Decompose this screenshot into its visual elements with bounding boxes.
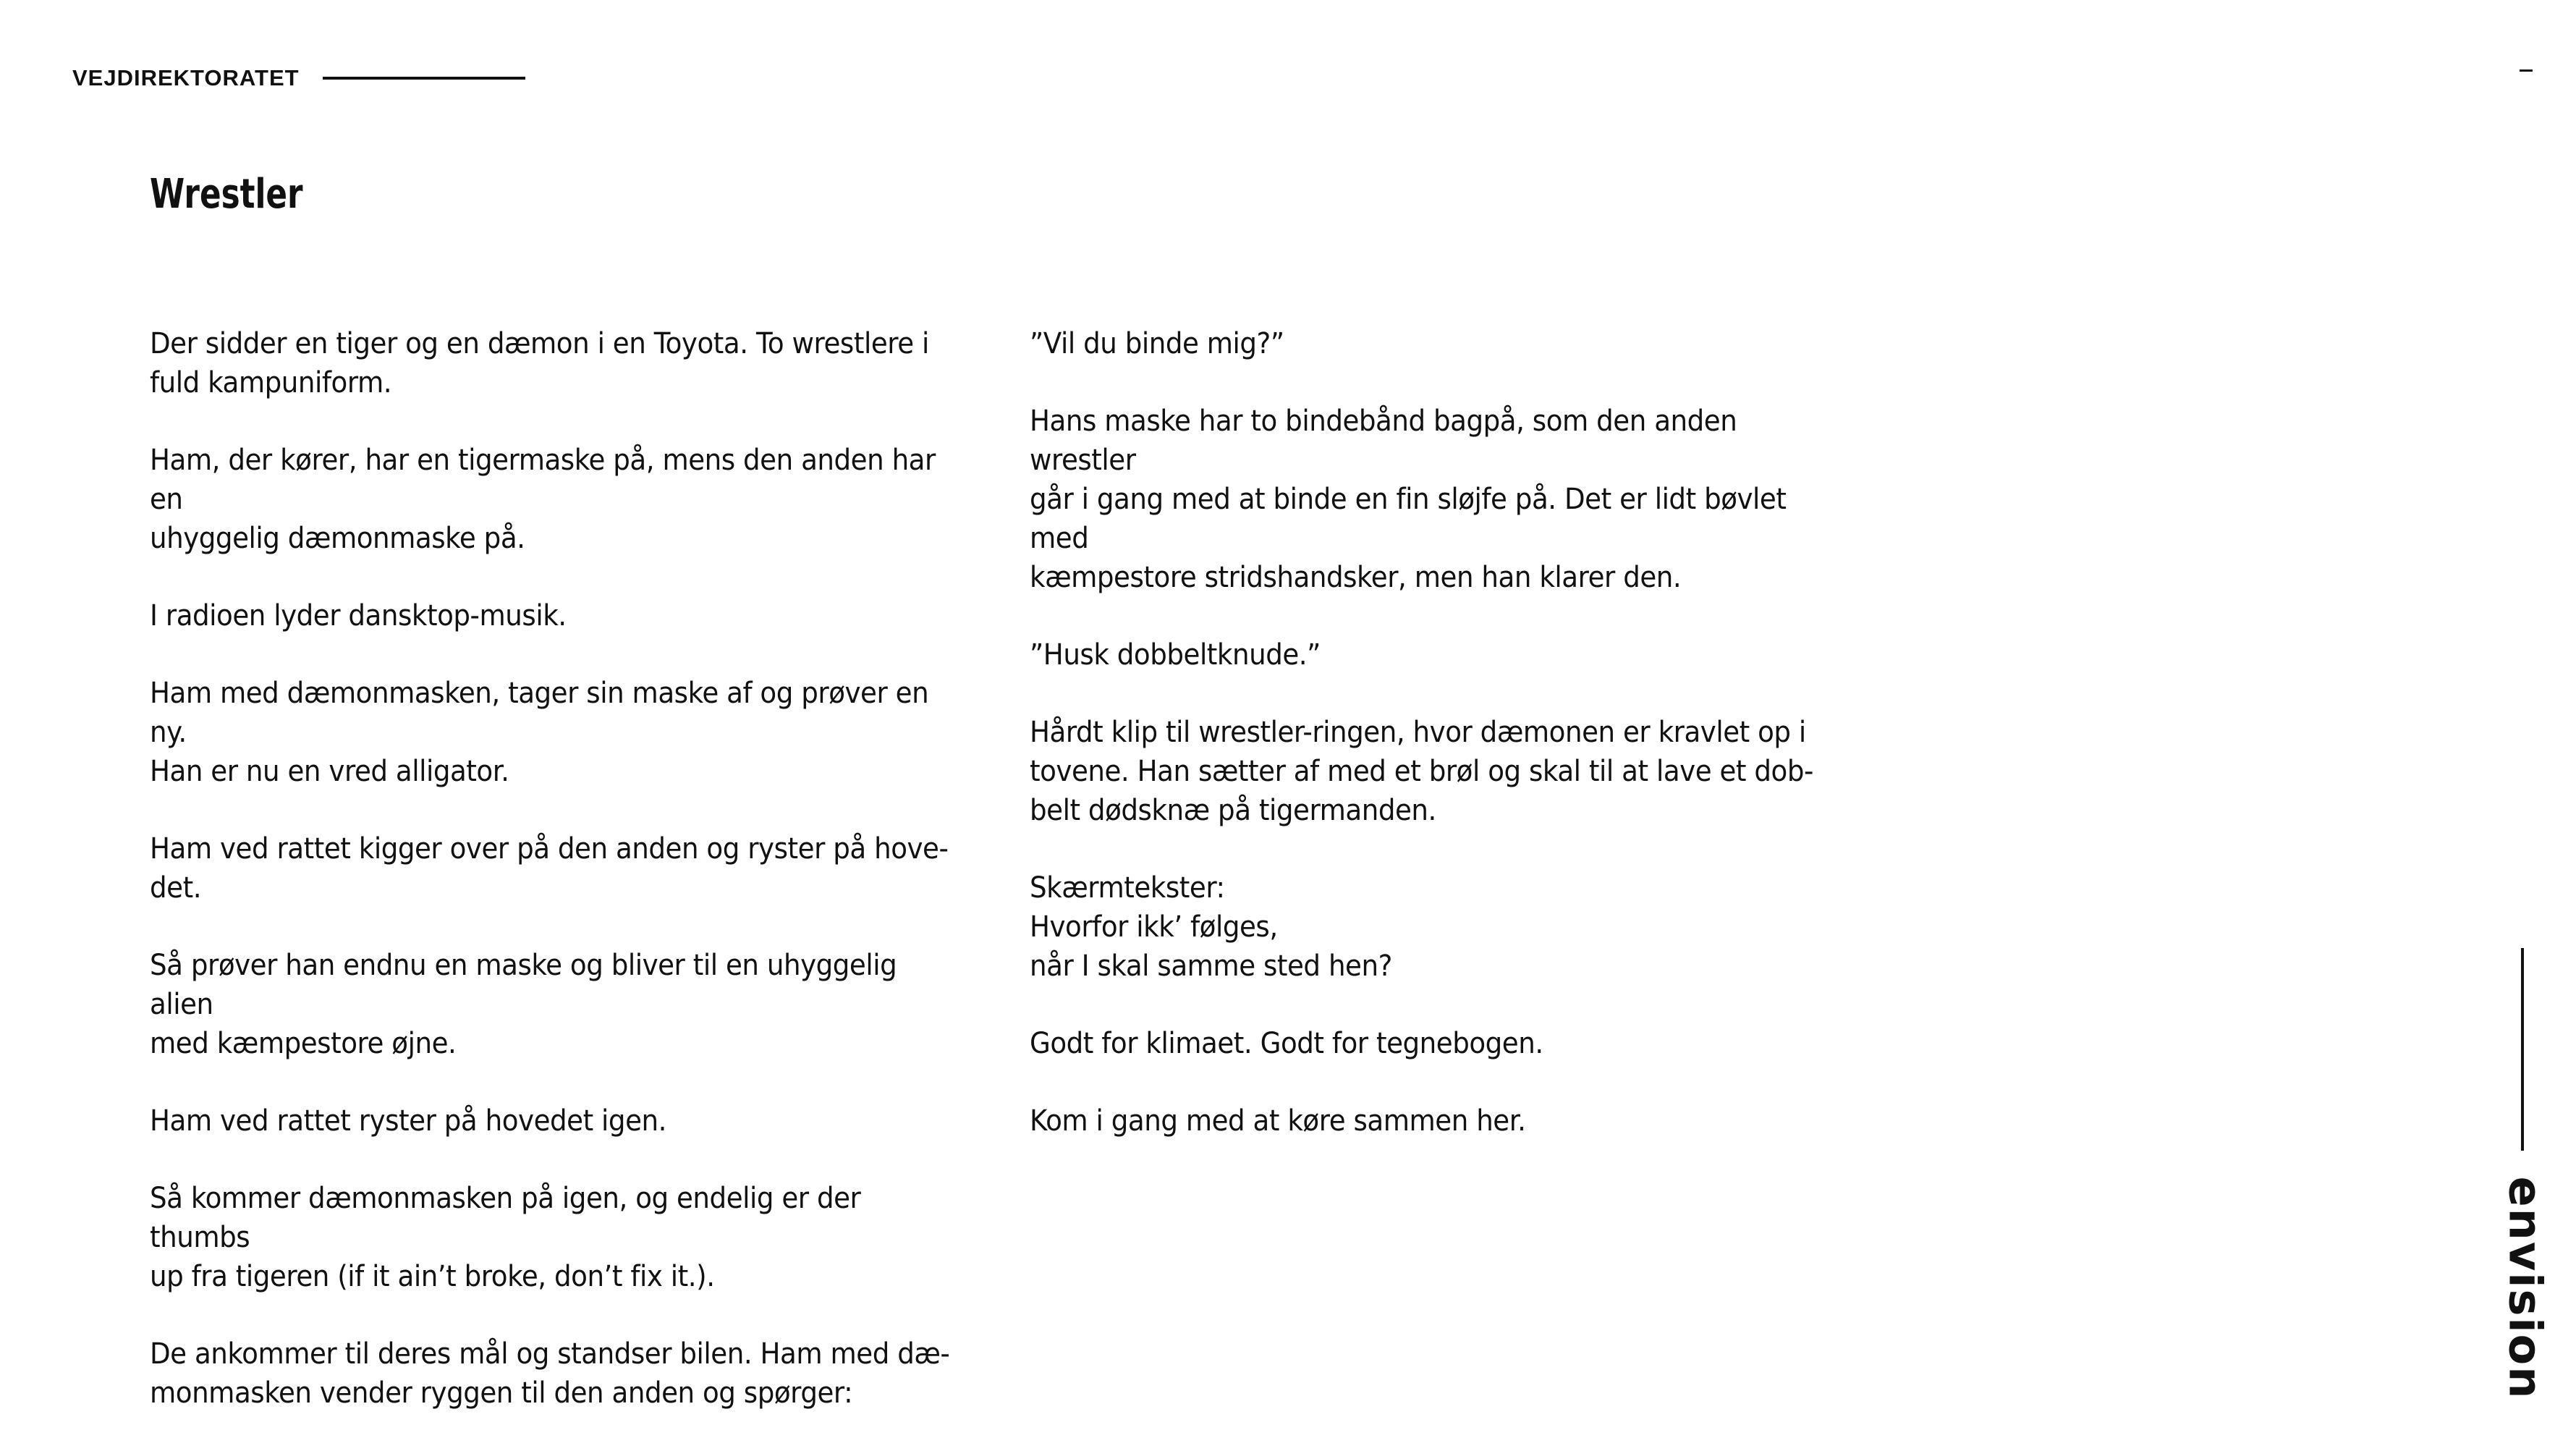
page-title: Wrestler [150,171,303,218]
script-paragraph: Kom i gang med at køre sammen her. [1030,1104,1526,1138]
header-rule [323,77,525,80]
script-paragraph: Skærmtekster: Hvorfor ikk’ følges, når I skal samme sted hen? [1030,871,1392,983]
script-paragraph: Hans maske har to bindebånd bagpå, som den anden wrestler går i gang med at binde en fin sløjfe på. Det er lidt bøvlet med kæmpestore stridshandsker, men han klarer den. [1030,405,1787,594]
brand-name: VEJDIREKTORATET [72,65,300,90]
envision-logo: envision [2499,1176,2552,1400]
script-paragraph: Ham, der kører, har en tigermaske på, mens den anden har en uhyggelig dæmonmaske på. [150,444,936,555]
script-paragraph: Ham ved rattet ryster på hovedet igen. [150,1104,666,1138]
script-paragraph: Ham ved rattet kigger over på den anden og ryster på hove- det. [150,832,949,905]
script-paragraph: I radioen lyder dansktop-musik. [150,599,567,633]
script-paragraph: Ham med dæmonmasken, tager sin maske af og prøver en ny. Han er nu en vred alligator. [150,677,929,788]
script-paragraph: Så kommer dæmonmasken på igen, og endelig er der thumbs up fra tigeren (if it ain’t broke, don’t fix it.). [150,1182,861,1293]
side-rule [2521,948,2524,1151]
script-paragraph: Godt for klimaet. Godt for tegnebogen. [1030,1027,1543,1060]
left-column [150,324,967,1451]
script-paragraph: Hårdt klip til wrestler-ringen, hvor dæmonen er kravlet op i tovene. Han sætter af med et brøl og skal til at lave et dob- belt dødsknæ på tigermanden. [1030,716,1813,827]
script-paragraph: De ankommer til deres mål og standser bilen. Ham med dæ- monmasken vender ryggen til den anden og spørger: [150,1337,950,1410]
script-paragraph: Så prøver han endnu en maske og bliver til en uhyggelig alien med kæmpestore øjne. [150,949,897,1060]
page-marker [2520,69,2533,72]
script-paragraph: ”Husk dobbeltknude.” [1030,638,1321,672]
right-column [1030,324,1847,1179]
script-paragraph: ”Vil du binde mig?” [1030,327,1284,360]
script-paragraph: Der sidder en tiger og en dæmon i en Toyota. To wrestlere i fuld kampuniform. [150,327,929,399]
header [72,65,525,91]
